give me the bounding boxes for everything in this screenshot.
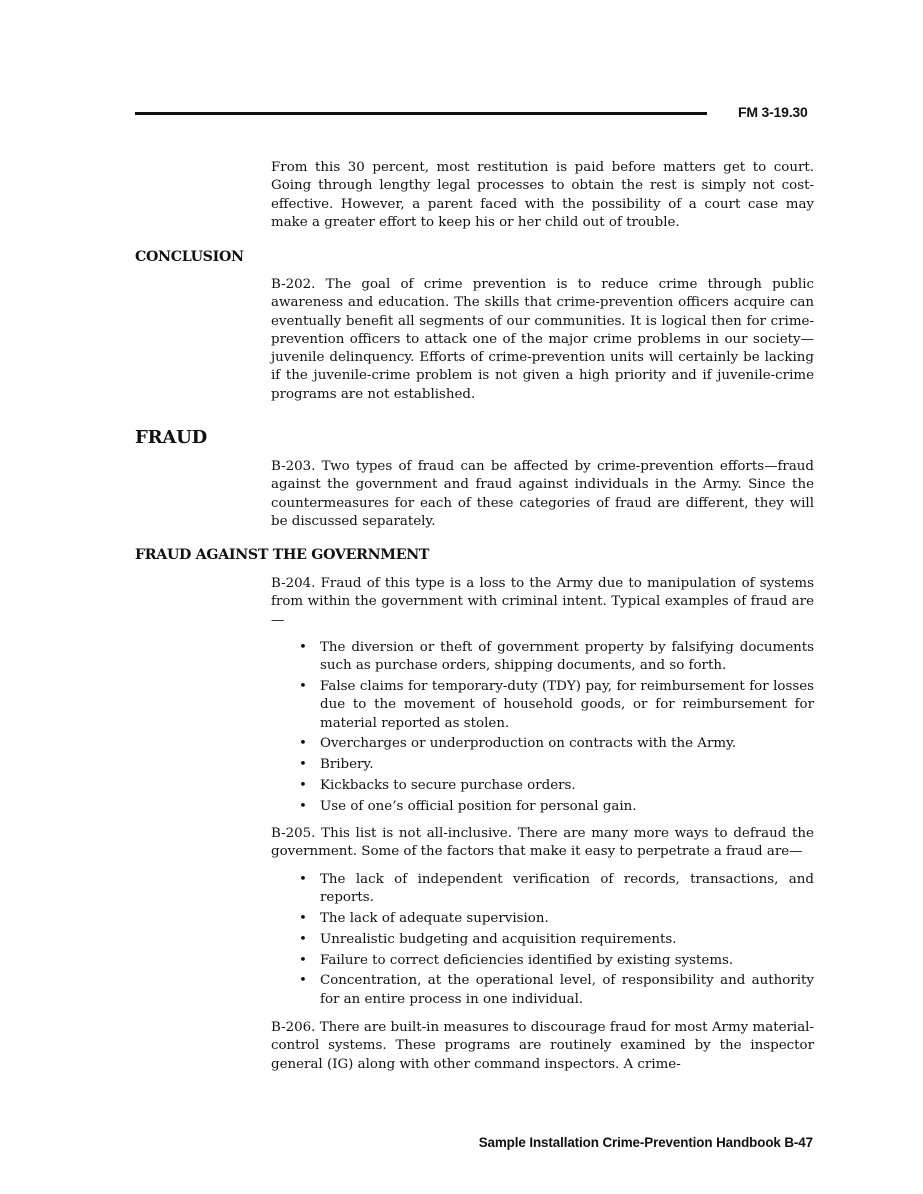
conclusion-paragraph: B-202. The goal of crime prevention is to reduce crime through public awareness and education. The skills that crime-prevention officers acquire can eventually benefit all segments of our communities. It is logical then for crime-prevention officers to attack one of the major crime problems in our society—juvenile delinquency. Efforts of crime-prevention units will certainly be lacking if the juvenile-crime problem is not given a high priority and if juvenile-crime programs are not established. [271,277,814,402]
list-item-text: Concentration, at the operational level, of responsibility and authority for an entire process in one individual. [320,973,814,1007]
fraud-examples-list [299,639,814,819]
conclusion-heading: CONCLUSION [135,249,244,265]
list-item-text: Unrealistic budgeting and acquisition requirements. [320,931,677,947]
list-item-text: The lack of independent verification of records, transactions, and reports. [320,872,814,906]
field-manual-number: FM 3-19.30 [738,104,808,120]
list-item-text: Bribery. [320,757,374,773]
fraud-factors-list [299,871,814,1012]
fraud-paragraph: B-203. Two types of fraud can be affected by crime-prevention efforts—fraud against the government and fraud against individuals in the Army. Since the countermeasures for each of these categories of fraud are different, they will be discussed separately. [271,459,814,529]
list-item [299,871,814,908]
list-item [299,910,814,928]
fraud-gov-paragraph-b205: B-205. This list is not all-inclusive. There are many more ways to defraud the government. Some of the factors that make it easy to perpetrate a fraud are— [271,826,814,860]
bullet-icon: • [299,872,307,887]
bullet-icon: • [299,911,307,927]
fraud-heading: FRAUD [135,427,208,448]
list-item-text: Overcharges or underproduction on contracts with the Army. [320,736,737,752]
list-item [299,639,814,676]
list-item [299,952,814,970]
list-item-text: Failure to correct deficiencies identified by existing systems. [320,952,734,968]
list-item [299,678,814,733]
list-item [299,756,814,774]
list-item-text: False claims for temporary-duty (TDY) pay, for reimbursement for losses due to the movement of household goods, or for reimbursement for material reported as stolen. [320,679,814,731]
fraud-gov-paragraph-b204: B-204. Fraud of this type is a loss to the Army due to manipulation of systems from within the government with criminal intent. Typical examples of fraud are— [271,576,814,628]
fraud-gov-heading: FRAUD AGAINST THE GOVERNMENT [135,547,430,563]
list-item [299,777,814,795]
list-item-text: Kickbacks to secure purchase orders. [320,778,576,794]
list-item [299,931,814,949]
list-item-text: Use of one’s official position for personal gain. [320,798,637,814]
bullet-icon: • [299,757,307,773]
bullet-icon: • [299,952,307,968]
fraud-gov-paragraph-b206: B-206. There are built-in measures to discourage fraud for most Army material-control systems. These programs are routinely examined by the inspector general (IG) along with other command inspectors. A crime- [271,1020,814,1072]
list-item [299,972,814,1009]
bullet-icon: • [299,736,307,752]
list-item-text: The diversion or theft of government property by falsifying documents such as purchase orders, shipping documents, and so forth. [320,640,814,674]
header-rule [135,112,707,115]
bullet-icon: • [299,679,307,695]
bullet-icon: • [299,798,307,814]
bullet-icon: • [299,778,307,794]
list-item [299,798,814,816]
bullet-icon: • [299,640,307,655]
list-item [299,735,814,753]
page-footer: Sample Installation Crime-Prevention Handbook B-47 [478,1135,813,1150]
bullet-icon: • [299,973,307,989]
list-item-text: The lack of adequate supervision. [320,911,549,927]
intro-paragraph: From this 30 percent, most restitution is paid before matters get to court. Going through lengthy legal processes to obtain the rest is simply not cost-effective. However, a parent faced with the possibility of a court case may make a greater effort to keep his or her child out of trouble. [271,160,814,230]
bullet-icon: • [299,931,307,947]
